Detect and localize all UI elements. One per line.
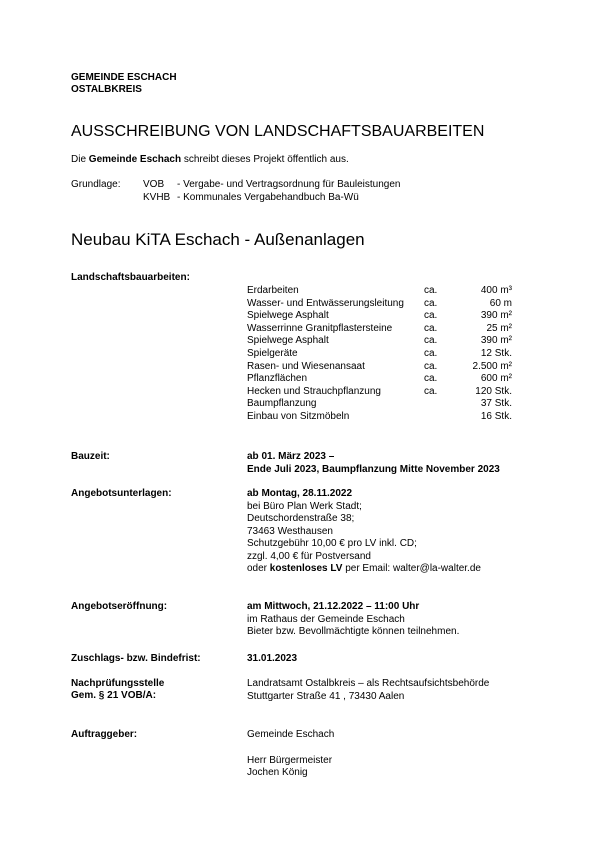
list-item	[247, 298, 512, 311]
grundlage-text-vob: - Vergabe- und Vertragsordnung für Bauleistungen	[177, 179, 401, 190]
item-qty: 60 m	[489, 297, 512, 309]
item-name: Einbau von Sitzmöbeln	[247, 410, 350, 422]
intro-text	[71, 154, 349, 166]
item-qty: 2.500 m²	[472, 360, 512, 372]
item-ca: ca.	[424, 360, 438, 372]
nachpruefung-value	[247, 678, 489, 703]
email-bold: kostenloses LV	[269, 563, 343, 574]
item-name: Wasserrinne Granitpflastersteine	[247, 322, 393, 334]
district-name: OSTALBKREIS	[71, 84, 142, 95]
item-ca: ca.	[424, 297, 438, 309]
works-list	[247, 285, 512, 424]
angebotsunterlagen-line: Deutschordenstraße 38;	[247, 513, 355, 524]
item-qty: 12 Stk.	[480, 347, 512, 359]
grundlage-abbr-vob: VOB	[143, 179, 165, 190]
page-title: AUSSCHREIBUNG VON LANDSCHAFTSBAUARBEITEN	[71, 123, 485, 140]
list-item	[247, 323, 512, 336]
item-ca: ca.	[424, 310, 438, 322]
angebotseroeffnung-label: Angebotseröffnung:	[71, 601, 168, 612]
item-ca: ca.	[424, 285, 438, 296]
angebotseroeffnung-value	[247, 601, 459, 639]
intro-bold: Gemeinde Eschach	[88, 154, 182, 165]
nachpruefung-label: Nachprüfungsstelle	[71, 678, 165, 689]
bauzeit-label: Bauzeit:	[71, 451, 110, 462]
list-item	[247, 411, 512, 424]
list-item	[247, 335, 512, 348]
auftraggeber-person: Jochen König	[247, 767, 308, 778]
item-name: Erdarbeiten	[247, 285, 299, 296]
zuschlag-value: 31.01.2023	[247, 653, 298, 664]
list-item	[247, 398, 512, 411]
email-post: per Email: walter@la-walter.de	[342, 563, 481, 574]
bauzeit-line: Ende Juli 2023, Baumpflanzung Mitte November 2023	[247, 463, 500, 475]
list-item	[247, 348, 512, 361]
works-label: Landschaftsbauarbeiten:	[71, 272, 190, 283]
grundlage-text-kvhb: - Kommunales Vergabehandbuch Ba-Wü	[177, 192, 359, 203]
angebotseroeffnung-line: im Rathaus der Gemeinde Eschach	[247, 613, 405, 625]
grundlage-label: Grundlage:	[71, 179, 121, 190]
bauzeit-line: ab 01. März 2023 –	[247, 451, 335, 462]
item-ca: ca.	[424, 335, 438, 347]
angebotseroeffnung-line: Bieter bzw. Bevollmächtigte können teilnehmen.	[247, 626, 460, 637]
item-qty: 25 m²	[486, 322, 512, 334]
municipality-name: GEMEINDE ESCHACH	[71, 72, 177, 83]
intro-pre: Die	[71, 154, 89, 165]
item-name: Baumpflanzung	[247, 398, 317, 410]
item-name: Wasser- und Entwässerungsleitung	[247, 297, 404, 309]
angebotsunterlagen-date: ab Montag, 28.11.2022	[247, 488, 353, 499]
item-name: Hecken und Strauchpflanzung	[247, 385, 381, 397]
zuschlag-label: Zuschlags- bzw. Bindefrist:	[71, 653, 201, 664]
list-item	[247, 285, 512, 298]
item-name: Spielwege Asphalt	[247, 310, 329, 322]
item-qty: 390 m²	[480, 335, 512, 347]
item-name: Spielgeräte	[247, 347, 298, 359]
nachpruefung-line: Landratsamt Ostalbkreis – als Rechtsaufsichtsbehörde	[247, 678, 490, 689]
angebotsunterlagen-label: Angebotsunterlagen:	[71, 488, 172, 499]
angebotsunterlagen-email-line	[247, 563, 481, 576]
email-pre: oder	[247, 563, 270, 574]
list-item	[247, 310, 512, 323]
item-name: Spielwege Asphalt	[247, 335, 329, 347]
grundlage-abbr-kvhb: KVHB	[143, 192, 171, 203]
angebotsunterlagen-line: Schutzgebühr 10,00 € pro LV inkl. CD;	[247, 538, 417, 549]
bauzeit-value	[247, 451, 500, 476]
intro-post: schreibt dieses Projekt öffentlich aus.	[181, 154, 349, 165]
list-item	[247, 386, 512, 399]
angebotsunterlagen-line: 73463 Westhausen	[247, 525, 333, 537]
item-ca: ca.	[424, 322, 438, 334]
nachpruefung-label-2: Gem. § 21 VOB/A:	[71, 690, 157, 701]
auftraggeber-title: Herr Bürgermeister	[247, 755, 333, 766]
list-item	[247, 361, 512, 374]
item-name: Rasen- und Wiesenansaat	[247, 360, 365, 372]
item-name: Pflanzflächen	[247, 373, 308, 385]
project-title: Neubau KiTA Eschach - Außenanlagen	[71, 230, 365, 249]
item-qty: 600 m²	[480, 373, 512, 385]
item-ca: ca.	[424, 385, 438, 397]
item-ca: ca.	[424, 373, 438, 385]
nachpruefung-line: Stuttgarter Straße 41 , 73430 Aalen	[247, 690, 405, 702]
item-ca: ca.	[424, 347, 438, 359]
item-qty: 120 Stk.	[475, 385, 512, 397]
list-item	[247, 373, 512, 386]
angebotseroeffnung-date: am Mittwoch, 21.12.2022 – 11:00 Uhr	[247, 601, 420, 612]
item-qty: 400 m³	[480, 285, 512, 296]
item-qty: 390 m²	[480, 310, 512, 322]
item-qty: 16 Stk.	[480, 410, 512, 422]
auftraggeber-name: Gemeinde Eschach	[247, 729, 335, 740]
angebotsunterlagen-value	[247, 488, 481, 576]
auftraggeber-label: Auftraggeber:	[71, 729, 138, 740]
item-qty: 37 Stk.	[480, 398, 512, 410]
angebotsunterlagen-line: bei Büro Plan Werk Stadt;	[247, 500, 362, 512]
angebotsunterlagen-line: zzgl. 4,00 € für Postversand	[247, 550, 371, 562]
